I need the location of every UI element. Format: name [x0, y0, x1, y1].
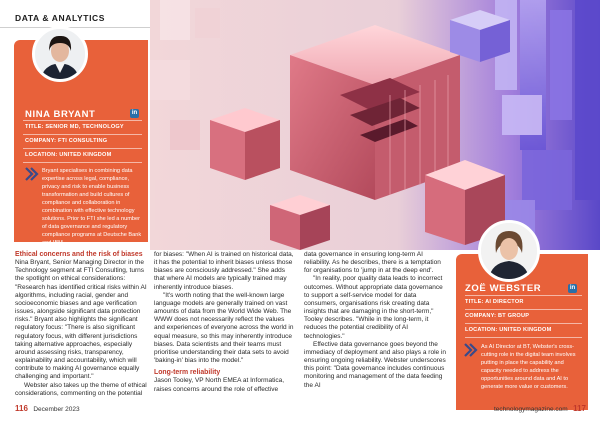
avatar-nina [32, 26, 88, 82]
paragraph: "In reality, poor quality data leads to incorrect outcomes. Without appropriate data governance to support a self-service model for data consumers, organisations risk creating data insights that are damaging in the short-term," Tooley describes. "While in the long-term, it reduces the potential credibility of AI technologies." [304, 275, 443, 340]
company-value: BT GROUP [498, 313, 530, 319]
divider [23, 134, 142, 135]
linkedin-icon[interactable]: in [569, 285, 576, 291]
divider [465, 337, 582, 338]
avatar-zoe [478, 220, 540, 282]
divider [23, 162, 142, 163]
divider [23, 120, 142, 121]
profile-location [465, 327, 597, 333]
profile-card-zoe [456, 254, 588, 410]
website-link[interactable]: technologymagazine.com [493, 406, 568, 413]
chevron-right-icon [25, 167, 39, 181]
section-label: DATA & ANALYTICS [15, 13, 106, 23]
location-label: LOCATION: [25, 152, 58, 158]
section-divider [0, 27, 150, 28]
paragraph: Nina Bryant, Senior Managing Director in the Technology segment at FTI Consulting, turns the spotlight on ethical considerations: "Research has identified critical risks within AI algorithms, including racial, gender and socioeconomic biases and age verification issues, alongside significant data protection risks." Bryant also highlights the significant regulatory focus: "There is also significant regulatory focus, with different jurisdictions taking alternative approaches, especially around assessing risks, transparency, explainability and accountability, which will contribute to making AI governance equally challenging and important." [15, 259, 147, 381]
company-label: COMPANY: [465, 313, 497, 319]
profile-title [465, 299, 597, 305]
divider [23, 148, 142, 149]
person-portrait-icon [481, 223, 537, 279]
title-value: SENIOR MD, TECHNOLOGY [45, 124, 124, 130]
title-label: TITLE: [25, 124, 44, 130]
person-portrait-icon [35, 29, 85, 79]
paragraph: "It's worth noting that the well-known large language models are generally trained on vast amounts of data from the World Wide Web. The WWW does not necessarily reflect the values and experiences of everyone across the world in equal measure, so this may inherently introduce biases. Data scientists and their teams must prioritise understanding their data sets to avoid 'baking-in' bias into the model." [154, 291, 294, 365]
section-heading: Long-term reliability [154, 369, 221, 377]
profile-company [465, 313, 597, 319]
company-value: FTI CONSULTING [58, 138, 108, 144]
paragraph: Effective data governance goes beyond the immediacy of deployment and also plays a role in ensuring ongoing reliability. Webster underscores this point: "Data governance includes continuous monitoring and management of the data feeding the AI [304, 340, 446, 389]
divider [465, 323, 582, 324]
profile-card-nina [14, 40, 148, 246]
page-number-left: 116 [15, 404, 28, 413]
profile-bio: Bryant specialises in combining data expertise across legal, compliance, privacy and risk to enable business transformation and build cultures of compliance and collaboration in combination with effective technology solutions. Prior to FTI she led a number of data governance and regulatory compliance programs at Deutsche Bank and IBM. [42, 168, 142, 246]
location-value: UNITED KINGDOM [499, 327, 552, 333]
divider [465, 295, 582, 296]
profile-name: NINA BRYANT [25, 109, 96, 120]
profile-location [25, 152, 159, 158]
profile-company [25, 138, 159, 144]
title-label: TITLE: [465, 299, 484, 305]
abstract-cubes-icon [150, 0, 600, 250]
article-column-1 [15, 251, 147, 398]
company-label: COMPANY: [25, 138, 57, 144]
footer-left [15, 404, 80, 413]
profile-name: ZOË WEBSTER [465, 283, 542, 294]
chevron-right-icon [464, 343, 478, 357]
location-label: LOCATION: [465, 327, 498, 333]
title-value: AI DIRECTOR [485, 299, 524, 305]
divider [465, 309, 582, 310]
linkedin-icon[interactable]: in [131, 110, 138, 116]
section-heading: Ethical concerns and the risk of biases [15, 251, 143, 258]
footer-right [494, 404, 586, 413]
issue-date: December 2023 [33, 406, 80, 413]
article-column-2 [154, 251, 297, 394]
paragraph: data governance in ensuring long-term AI reliability. As he describes, there is a temptation for organisations to 'jump in at the deep end'. [304, 251, 441, 275]
location-value: UNITED KINGDOM [59, 152, 112, 158]
article-column-3 [304, 251, 448, 390]
hero-illustration [150, 0, 600, 250]
profile-bio: As AI Director at BT, Webster's cross-cutting role in the digital team involves putting in place the capability and capacity needed to address the opportunities around data and AI to generate more value or customers. [481, 344, 576, 390]
paragraph: for biases: "When AI is trained on historical data, it has the potential to inherit biases unless those biases are consciously addressed." She adds that where AI models are typically trained may inherently introduce biases. [154, 251, 294, 291]
page-number-right: 117 [573, 404, 586, 413]
paragraph: Jason Tooley, VP North EMEA at Informatica, raises concerns around the role of effective [154, 377, 285, 393]
profile-title [25, 124, 159, 130]
paragraph: Webster also takes up the theme of ethical considerations, commenting on the potential [15, 381, 147, 397]
